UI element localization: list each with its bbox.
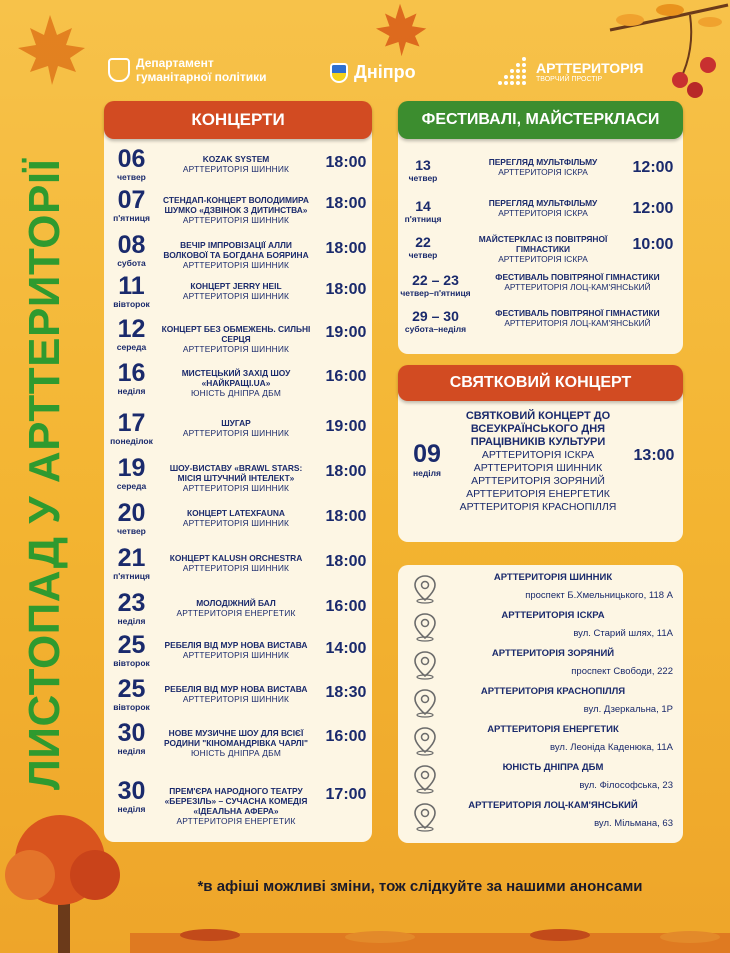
brand-subtitle: ТВОРЧИЙ ПРОСТІР	[536, 75, 603, 83]
concert-venue: АРТТЕРИТОРІЯ ШИННИК	[182, 518, 290, 528]
concert-row	[104, 360, 374, 404]
page-title: ЛИСТОПАД У АРТТЕРИТОРІЇ	[20, 158, 69, 790]
concert-date	[109, 590, 154, 626]
concert-weekday: неділя	[117, 386, 146, 396]
concert-weekday: вівторок	[113, 299, 150, 309]
concert-venue: ЮНІСТЬ ДНІПРА ДБМ	[190, 748, 282, 758]
concert-venue: АРТТЕРИТОРІЯ ШИННИК	[182, 291, 290, 301]
concert-date	[109, 632, 154, 668]
concert-info	[161, 728, 311, 758]
concert-date	[109, 500, 154, 536]
concert-time: 18:00	[325, 281, 367, 298]
location-pin-icon	[412, 612, 438, 642]
location-address: проспект Б.Хмельницького, 118 А	[525, 590, 673, 601]
concert-weekday: понеділок	[110, 436, 153, 446]
concert-info	[161, 195, 311, 225]
concert-venue: АРТТЕРИТОРІЯ ШИННИК	[182, 563, 290, 573]
concert-title: КОНЦЕРТ LATEXFAUNA	[187, 508, 285, 518]
concert-info	[161, 640, 311, 660]
concert-row	[104, 455, 374, 499]
festival-title: ПЕРЕГЛЯД МУЛЬТФІЛЬМУ	[488, 157, 598, 167]
festival-day: 29 – 30	[412, 308, 459, 324]
concert-venue: АРТТЕРИТОРІЯ ШИННИК	[182, 650, 290, 660]
concert-weekday: четвер	[117, 172, 146, 182]
concert-day: 17	[117, 409, 146, 437]
concert-date	[109, 720, 154, 756]
holiday-venue: АРТТЕРИТОРІЯ ЗОРЯНИЙ	[471, 475, 605, 487]
holiday-title-line2: ВСЕУКРАЇНСЬКОГО ДНЯ	[470, 423, 606, 435]
festival-weekday: субота–неділя	[404, 324, 467, 334]
concert-time: 18:00	[325, 508, 367, 525]
concert-info	[161, 154, 311, 174]
concert-weekday: середа	[116, 481, 147, 491]
concert-row	[104, 632, 374, 676]
concert-venue: ЮНІСТЬ ДНІПРА ДБМ	[190, 388, 282, 398]
concert-time: 16:00	[325, 598, 367, 615]
concert-info	[161, 463, 311, 493]
concert-weekday: четвер	[117, 526, 146, 536]
concert-time: 19:00	[325, 418, 367, 435]
concert-row	[104, 676, 374, 720]
holiday-venue: АРТТЕРИТОРІЯ КРАСНОПІЛЛЯ	[459, 501, 617, 513]
concert-info	[161, 786, 311, 826]
concert-day: 25	[117, 675, 146, 703]
location-address: вул. Філософська, 23	[579, 780, 673, 791]
concert-row	[104, 545, 374, 589]
concert-title: КОНЦЕРТ JERRY HEIL	[190, 281, 282, 291]
concert-weekday: субота	[117, 258, 146, 268]
location-address: проспект Свободи, 222	[571, 666, 673, 677]
festival-time: 12:00	[632, 159, 674, 176]
festivals-heading: ФЕСТИВАЛІ, МАЙСТЕРКЛАСИ	[398, 101, 683, 139]
concert-row	[104, 146, 374, 190]
concert-time: 14:00	[325, 640, 367, 657]
concert-info	[161, 684, 311, 704]
location-name: АРТТЕРИТОРІЯ ЛОЦ-КАМ'ЯНСЬКИЙ	[468, 800, 638, 811]
concert-venue: АРТТЕРИТОРІЯ ШИННИК	[182, 260, 290, 270]
concert-weekday: п'ятниця	[113, 571, 150, 581]
concert-title: ШУГАР	[221, 418, 251, 428]
concert-day: 11	[118, 272, 145, 300]
festival-weekday: четвер–п'ятниця	[400, 288, 471, 298]
concert-day: 30	[117, 719, 146, 747]
concert-title: МОЛОДІЖНИЙ БАЛ	[196, 598, 276, 608]
location-pin-icon	[412, 688, 438, 718]
concert-date	[109, 360, 154, 396]
locations-list	[398, 0, 683, 900]
holiday-venue: АРТТЕРИТОРІЯ ШИННИК	[473, 462, 603, 474]
concert-date	[109, 676, 154, 712]
concert-venue: АРТТЕРИТОРІЯ ШИННИК	[182, 694, 290, 704]
concert-day: 30	[117, 777, 146, 805]
footer-note: *в афіші можливі зміни, тож слідкуйте за нашими анонсами	[197, 878, 643, 895]
concert-day: 23	[117, 589, 146, 617]
concert-date	[109, 232, 154, 268]
festival-time: 10:00	[632, 236, 674, 253]
concert-day: 06	[117, 145, 146, 173]
concert-row	[104, 316, 374, 360]
concert-row	[104, 273, 374, 317]
concert-time: 18:00	[325, 553, 367, 570]
location-address: вул. Леоніда Каденюка, 11А	[550, 742, 673, 753]
concert-time: 17:00	[325, 786, 367, 803]
concert-title: ШОУ-ВИСТАВУ «BRAWL STARS: МІСІЯ ШТУЧНИЙ ІНТЕЛЕКТ»	[169, 463, 303, 483]
concert-venue: АРТТЕРИТОРІЯ ЕНЕРГЕТИК	[176, 608, 296, 618]
holiday-venue: АРТТЕРИТОРІЯ ЕНЕРГЕТИК	[466, 488, 610, 500]
concert-date	[109, 146, 154, 182]
concert-day: 20	[117, 499, 146, 527]
festival-title: ПЕРЕГЛЯД МУЛЬТФІЛЬМУ	[488, 198, 598, 208]
concert-title: ВЕЧІР ІМПРОВІЗАЦІЇ АЛЛИ ВОЛКОВОЇ ТА БОГДАНА БОЯРИНА	[163, 240, 309, 260]
department-line1: Департамент	[136, 56, 214, 70]
holiday-venue: АРТТЕРИТОРІЯ ІСКРА	[481, 449, 595, 461]
concert-venue: АРТТЕРИТОРІЯ ШИННИК	[182, 164, 290, 174]
location-pin-icon	[412, 764, 438, 794]
concert-time: 16:00	[325, 368, 367, 385]
brand-name: АРТТЕРИТОРІЯ	[536, 59, 644, 76]
location-name: АРТТЕРИТОРІЯ ІСКРА	[501, 610, 605, 621]
concert-row	[104, 410, 374, 454]
concert-row	[104, 232, 374, 276]
concert-day: 19	[117, 454, 146, 482]
concert-venue: АРТТЕРИТОРІЯ ШИННИК	[182, 483, 290, 493]
concert-date	[109, 778, 154, 814]
concert-time: 19:00	[325, 324, 367, 341]
concert-weekday: вівторок	[113, 702, 150, 712]
concerts-list	[104, 0, 372, 953]
location-pin-icon	[412, 726, 438, 756]
concert-date	[109, 455, 154, 491]
concert-day: 25	[117, 631, 146, 659]
festival-title: ФЕСТИВАЛЬ ПОВІТРЯНОЇ ГІМНАСТИКИ	[495, 272, 660, 282]
concert-weekday: неділя	[117, 616, 146, 626]
location-name: ЮНІСТЬ ДНІПРА ДБМ	[502, 762, 604, 773]
concert-info	[161, 508, 311, 528]
concert-title: ПРЕМ'ЄРА НАРОДНОГО ТЕАТРУ «БЕРЕЗІЛЬ» – СУЧАСНА КОМЕДІЯ «ІДЕАЛЬНА АФЕРА»	[164, 786, 308, 816]
festival-venue: АРТТЕРИТОРІЯ ІСКРА	[498, 208, 588, 218]
festival-venue: АРТТЕРИТОРІЯ ЛОЦ-КАМ'ЯНСЬКИЙ	[504, 318, 651, 328]
concert-title: МИСТЕЦЬКИЙ ЗАХІД ШОУ «НАЙКРАЩІ.UA»	[181, 368, 291, 388]
department-line2: гуманітарної політики	[136, 70, 267, 84]
concert-info	[161, 598, 311, 618]
festival-venue: АРТТЕРИТОРІЯ ІСКРА	[498, 167, 588, 177]
concert-info	[161, 418, 311, 438]
festival-day: 22 – 23	[412, 272, 459, 288]
concert-row	[104, 720, 374, 764]
concert-time: 18:00	[325, 463, 367, 480]
concert-info	[161, 324, 311, 354]
concert-row	[104, 590, 374, 634]
concert-day: 12	[117, 315, 146, 343]
concert-row	[104, 187, 374, 231]
concert-info	[161, 240, 311, 270]
concert-venue: АРТТЕРИТОРІЯ ЕНЕРГЕТИК	[176, 816, 296, 826]
concert-weekday: п'ятниця	[113, 213, 150, 223]
concert-date	[109, 545, 154, 581]
holiday-time: 13:00	[633, 447, 675, 464]
location-name: АРТТЕРИТОРІЯ ЕНЕРГЕТИК	[487, 724, 619, 735]
concert-info	[161, 368, 311, 398]
concert-day: 21	[117, 544, 146, 572]
concert-row	[104, 500, 374, 544]
concert-info	[161, 553, 311, 573]
concert-date	[109, 410, 154, 446]
festival-venue: АРТТЕРИТОРІЯ ЛОЦ-КАМ'ЯНСЬКИЙ	[504, 282, 651, 292]
festival-weekday: четвер	[408, 250, 438, 260]
location-pin-icon	[412, 802, 438, 832]
maple-leaf-icon	[10, 10, 90, 90]
location-pin-icon	[412, 650, 438, 680]
festival-weekday: четвер	[408, 173, 438, 183]
concert-title: СТЕНДАП-КОНЦЕРТ ВОЛОДИМИРА ШУМКО «ДЗВІНОК З ДИТИНСТВА»	[163, 195, 309, 215]
concert-time: 18:00	[325, 240, 367, 257]
city-name: Дніпро	[354, 62, 416, 82]
concert-time: 18:00	[325, 154, 367, 171]
concert-row	[104, 777, 374, 826]
festival-venue: АРТТЕРИТОРІЯ ІСКРА	[498, 254, 588, 264]
concert-title: НОВЕ МУЗИЧНЕ ШОУ ДЛЯ ВСІЄЇ РОДИНИ "КІНОМАНДРІВКА ЧАРЛІ"	[164, 728, 308, 748]
festival-day: 13	[415, 157, 431, 173]
location-address: вул. Старий шлях, 11А	[573, 628, 673, 639]
location-name: АРТТЕРИТОРІЯ ШИННИК	[493, 572, 613, 583]
location-address: вул. Дзеркальна, 1Р	[583, 704, 673, 715]
festival-day: 22	[415, 234, 431, 250]
festival-time: 12:00	[632, 200, 674, 217]
concert-day: 16	[117, 359, 146, 387]
concert-venue: АРТТЕРИТОРІЯ ШИННИК	[182, 215, 290, 225]
concert-time: 18:00	[325, 195, 367, 212]
location-address: вул. Мільмана, 63	[594, 818, 673, 829]
concert-day: 07	[117, 186, 146, 214]
concert-weekday: вівторок	[113, 658, 150, 668]
festival-day: 14	[415, 198, 431, 214]
festival-title: ФЕСТИВАЛЬ ПОВІТРЯНОЇ ГІМНАСТИКИ	[495, 308, 660, 318]
concert-date	[109, 316, 154, 352]
concert-time: 16:00	[325, 728, 367, 745]
holiday-day: 09	[413, 440, 441, 468]
holiday-weekday: неділя	[413, 468, 441, 478]
concert-title: РЕБЕЛІЯ ВІД МУР НОВА ВИСТАВА	[164, 684, 308, 694]
concerts-heading: КОНЦЕРТИ	[104, 101, 372, 139]
concert-weekday: неділя	[117, 804, 146, 814]
concert-time: 18:30	[325, 684, 367, 701]
concert-title: РЕБЕЛІЯ ВІД МУР НОВА ВИСТАВА	[164, 640, 308, 650]
concert-title: КОНЦЕРТ KALUSH ORCHESTRA	[169, 553, 303, 563]
concert-weekday: середа	[116, 342, 147, 352]
concert-weekday: неділя	[117, 746, 146, 756]
concert-title: KOZAK SYSTEM	[202, 154, 270, 164]
holiday-title-line1: СВЯТКОВИЙ КОНЦЕРТ ДО	[465, 410, 611, 422]
concert-date	[109, 187, 154, 223]
concert-title: КОНЦЕРТ БЕЗ ОБМЕЖЕНЬ. СИЛЬНІ СЕРЦЯ	[161, 324, 311, 344]
festival-title: МАЙСТЕРКЛАС ІЗ ПОВІТРЯНОЇ ГІМНАСТИКИ	[478, 234, 608, 254]
festival-weekday: п'ятниця	[404, 214, 442, 224]
location-pin-icon	[412, 574, 438, 604]
location-name: АРТТЕРИТОРІЯ КРАСНОПІЛЛЯ	[480, 686, 626, 697]
concert-date	[109, 273, 154, 309]
concert-day: 08	[117, 231, 146, 259]
holiday-heading: СВЯТКОВИЙ КОНЦЕРТ	[398, 365, 683, 401]
concert-venue: АРТТЕРИТОРІЯ ШИННИК	[182, 344, 290, 354]
holiday-title-line3: ПРАЦІВНИКІВ КУЛЬТУРИ	[470, 436, 606, 448]
concert-info	[161, 281, 311, 301]
concert-venue: АРТТЕРИТОРІЯ ШИННИК	[182, 428, 290, 438]
location-name: АРТТЕРИТОРІЯ ЗОРЯНИЙ	[491, 648, 615, 659]
